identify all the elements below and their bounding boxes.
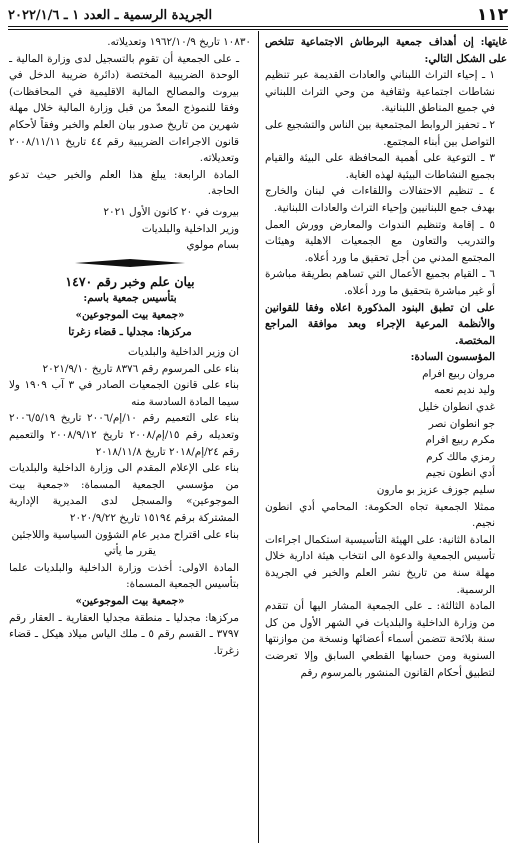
header-rule-thin: [8, 29, 508, 30]
article-three: المادة الثالثة: ـ على الجمعية المشار اليها أن تتقدم من وزارة الداخلية والبلديات في الشهر الأول من كل سنة بلائحة تتضمن أسماء أعضائها ونسخة من موازنتها السنوية ومن حسابها القطعي السابق وإلا تعرضت لتطبيق أحكام القانون المنشور بالمرسوم رقم: [265, 600, 495, 679]
founder-name: سليم جوزف عزيز بو مارون: [376, 484, 495, 497]
continuation-text: ١٠٨٣٠ تاريخ ١٩٦٢/١٠/٩ وتعديلاته.: [107, 36, 251, 48]
founder-name: وليد نديم نعمه: [433, 384, 495, 397]
founder-name: مكرم ربيع افرام: [425, 434, 495, 447]
founders-title: المؤسسون السادة:: [410, 351, 495, 364]
separator-ornament-icon: [75, 258, 185, 268]
legal-basis: بناء على الإعلام المقدم الى وزارة الداخلية والبلديات من مؤسسي الجمعية المسماة: «جمعية بيت الموجوعين» والمسجل لدى المديرية الإدارية المشتركة برقم ١٥١٩٤ تاريخ ٢٠٢٠/٩/٢٢: [9, 462, 239, 525]
minister-title: وزير الداخلية والبلديات: [141, 222, 239, 235]
association-seat-detail: مركزها: مجدليا ـ منطقة مجدليا العقارية ـ العقار رقم ٣٧٩٧ ـ القسم رقم ٥ ـ ملك الياس ميلاد هيكل ـ قضاء زغرتا.: [9, 611, 239, 657]
notice-title: بيان علم وخبر رقم ١٤٧٠: [65, 273, 195, 289]
left-column: [9, 34, 251, 845]
article-four: المادة الرابعة: يبلغ هذا العلم والخبر حيث تدعو الحاجة.: [9, 168, 239, 198]
aim-item: ٤ ـ تنظيم الاحتفالات واللقاءات في لبنان والخارج بهدف جمع اللبنانيين وإحياء التراث والعادات اللبنانية.: [265, 185, 495, 214]
founder-name: غدي انطوان خليل: [418, 401, 495, 414]
decree-intro: ان وزير الداخلية والبلديات: [128, 346, 239, 359]
condition-clause: على ان تطبق البنود المذكورة اعلاه وفقا للقوانين والأنظمة المرعية الإجراء وبعد موافقة المراجع المختصة.: [265, 301, 495, 347]
section-separator: [9, 256, 251, 270]
aim-item: ٣ ـ التوعية على أهمية المحافظة على البيئة والقيام بجميع النشاطات البيئية لهذه الغاية.: [265, 152, 495, 181]
signing-date: بيروت في ٢٠ كانون الأول ٢٠٢١: [103, 205, 239, 218]
column-divider: [258, 31, 259, 843]
aim-item: ١ ـ إحياء التراث اللبناني والعادات القديمة عبر تنظيم نشاطات اجتماعية وثقافية من وحي التراث اللبناني في جميع المناطق اللبنانية.: [265, 69, 495, 115]
gazette-title: الجريدة الرسمية ـ العدد ١ ـ ٢٠٢٢/١/٦: [8, 7, 213, 23]
association-name: «جمعية بيت الموجوعين»: [75, 308, 185, 321]
article-two: المادة الثانية: على الهيئة التأسيسية استكمال اجراءات تأسيس الجمعية والدعوة الى انتخاب هيئة ادارية خلال مهلة سنة من تاريخ نشر العلم والخبر في الجريدة الرسمية.: [265, 533, 495, 596]
founder-name: جو انطوان نصر: [428, 417, 495, 430]
minister-name: بسام مولوي: [186, 239, 239, 252]
aims-intro: غايتها: إن أهداف جمعية البرطاش الاجتماعية تتلخص على الشكل التالي:: [265, 36, 507, 65]
header-rule-thick: [8, 26, 508, 27]
founder-name: رمزي مالك كرم: [426, 450, 495, 463]
founder-name: أدي انطون نجيم: [425, 467, 495, 480]
finance-clause: ـ على الجمعية أن تقوم بالتسجيل لدى وزارة المالية ـ الوحدة الضريبية المختصة (دائرة ضريبة الدخل في بيروت والمصالح المالية الاقليمية في المحافظات) وفقا للنموذج المعدّ من قبل وزارة المالية خلال مهلة شهرين من تاريخ صدور بيان العلم والخبر وفقاً لأحكام قانون الاجراءات الضريبية رقم ٤٤ تاريخ ٢٠٠٨/١١/١١ وتعديلاته.: [9, 52, 239, 165]
aim-item: ٥ ـ إقامة وتنظيم الندوات والمعارض وورش العمل والتدريب والتعاون مع الجمعيات الاهلية وهيئات المجتمع المدني من أجل تحقيق ما ورد أعلاه.: [265, 218, 495, 264]
legal-basis: بناء على التعميم رقم ١٠/إم/٢٠٠٦ تاريخ ٢٠٠٦/٥/١٩ وتعديله رقم ١٥/إم/٢٠٠٨ تاريخ ٢٠٠٨/٩/١٢ والتعميم رقم ٢٤/إم/٢٠١٨ تاريخ ٢٠١٨/١١/٨: [9, 412, 239, 458]
legal-basis: بناء على اقتراح مدير عام الشؤون السياسية واللاجئين: [11, 528, 239, 541]
right-column: [265, 34, 507, 845]
aim-item: ٢ ـ تحفيز الروابط المجتمعية بين الناس والتشجيع على التواصل بين أبناء المجتمع.: [265, 118, 495, 148]
page-number: ١١٢: [476, 5, 508, 25]
government-representative: ممثلا الجمعية تجاه الحكومة: المحامي أدي انطون نجيم.: [265, 500, 495, 530]
legal-basis: بناء على قانون الجمعيات الصادر في ٣ آب ١٩٠٩ ولا سيما المادة السادسة منه: [9, 379, 239, 408]
association-seat: مركزها: مجدليا ـ قضاء زغرتا: [68, 325, 192, 338]
page-header: [8, 4, 508, 26]
article-one: المادة الاولى: أخذت وزارة الداخلية والبلديات علما بتأسيس الجمعية المسماة:: [9, 561, 239, 591]
aim-item: ٦ ـ القيام بجميع الأعمال التي تساهم بطريقة مباشرة أو غير مباشرة بتحقيق ما ورد أعلاه.: [265, 268, 495, 297]
association-name-repeat: «جمعية بيت الموجوعين»: [75, 595, 185, 607]
founder-name: مروان ربيع افرام: [422, 367, 495, 380]
legal-basis: بناء على المرسوم رقم ٨٣٧٦ تاريخ ٢٠٢١/٩/١٠: [42, 362, 239, 375]
notice-subtitle: بتأسيس جمعية باسم:: [83, 292, 177, 305]
decides-line: يقرر ما يأتي: [104, 545, 156, 558]
